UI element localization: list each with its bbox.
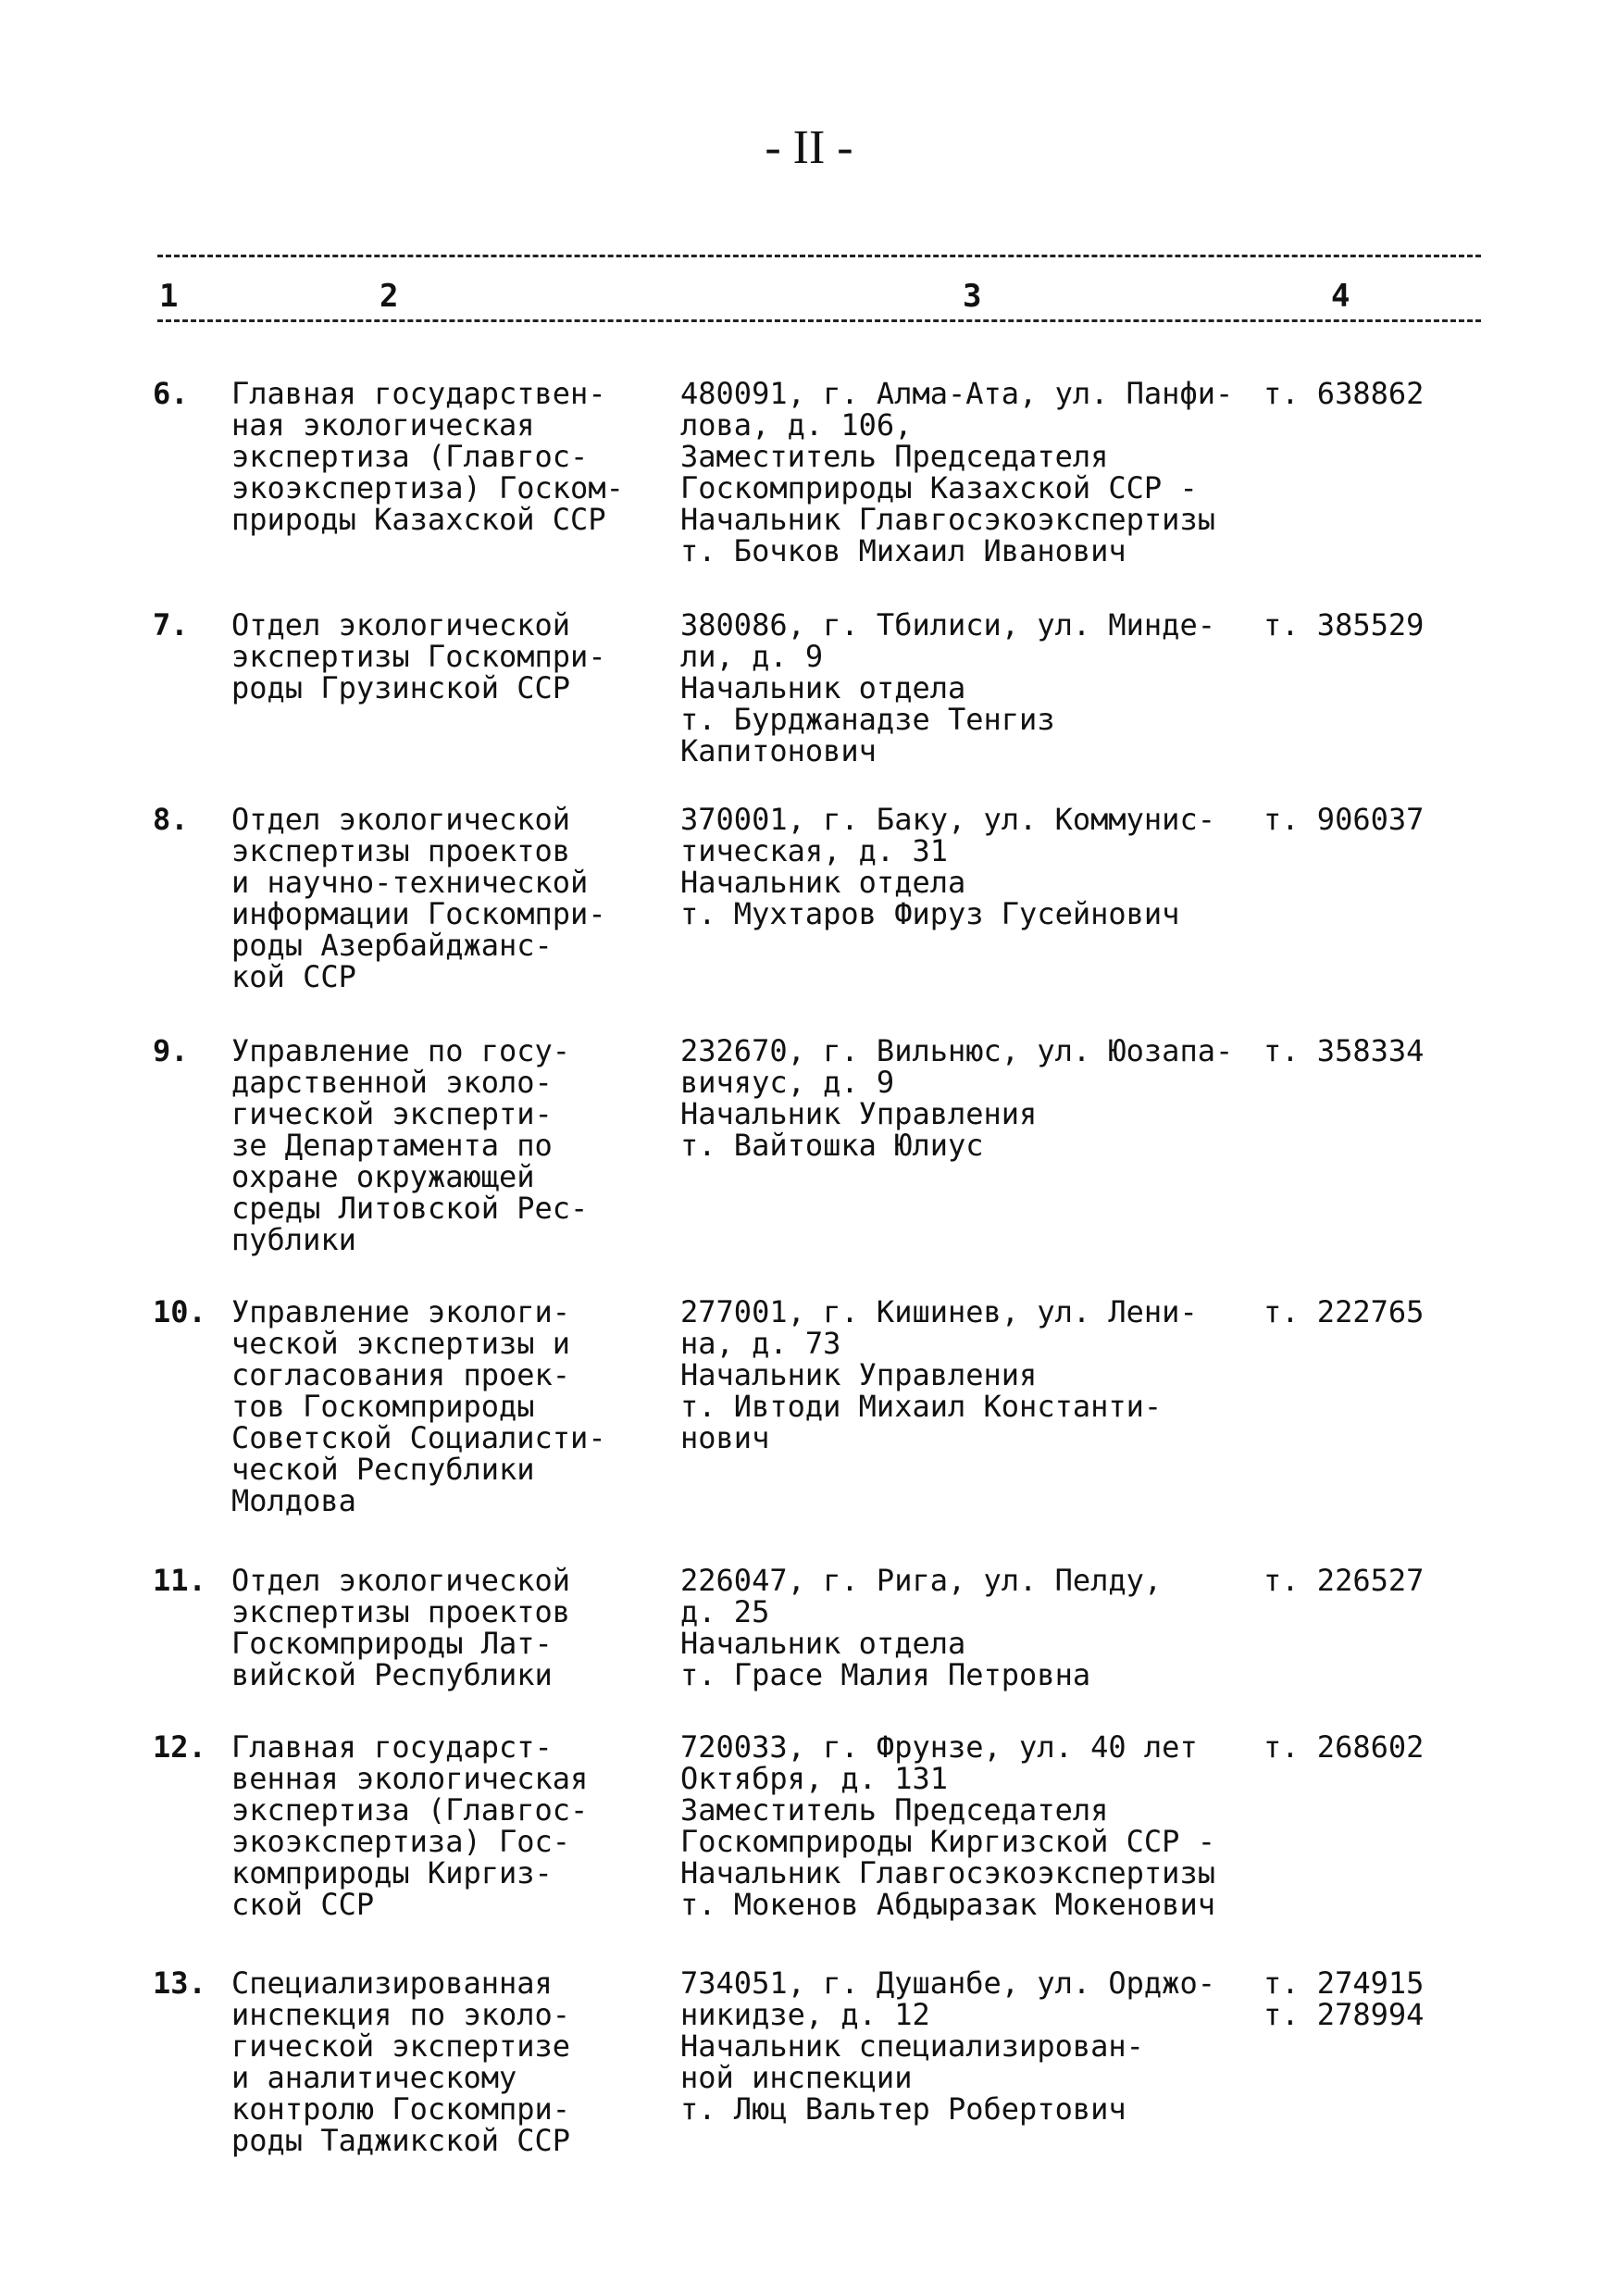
phone-number: т. 222765 — [1263, 1294, 1425, 1329]
phone-number: т. 385529 — [1263, 607, 1425, 643]
organization-name: Отдел экологической экспертизы проектов Госкомприроды Лат- вийской Республики — [231, 1563, 571, 1692]
entry-number: 6. — [153, 376, 189, 411]
header-bottom-rule — [157, 319, 1481, 322]
entry-number: 11. — [153, 1563, 206, 1598]
address-contact: 380086, г. Тбилиси, ул. Минде- ли, д. 9 Начальник отдела т. Бурджанадзе Тенгиз Капитонович — [680, 607, 1215, 768]
phone-number: т. 358334 — [1263, 1033, 1425, 1068]
entry-number: 13. — [153, 1965, 206, 2001]
phone-number: т. 268602 — [1263, 1729, 1425, 1765]
address-contact: 370001, г. Баку, ул. Коммунис- тическая, д. 31 Начальник отдела т. Мухтаров Фируз Гусейнович — [680, 802, 1215, 931]
organization-name: Специализированная инспекция по эколо- гической экспертизе и аналитическому контролю Госкомпри- роды Таджикской ССР — [231, 1965, 571, 2158]
organization-name: Главная государствен- ная экологическая экспертиза (Главгос- экоэкспертиза) Госком- природы Казахской ССР — [231, 376, 624, 537]
column-header-4: 4 — [1331, 278, 1350, 315]
phone-number: т. 274915 т. 278994 — [1263, 1965, 1425, 2032]
column-header-3: 3 — [963, 278, 982, 315]
organization-name: Главная государст- венная экологическая экспертиза (Главгос- экоэкспертиза) Гос- комприроды Киргиз- ской ССР — [231, 1729, 589, 1922]
entry-number: 7. — [153, 607, 189, 643]
address-contact: 232670, г. Вильнюс, ул. Юозапа- вичяус, д. 9 Начальник Управления т. Вайтошка Юлиус — [680, 1033, 1234, 1163]
address-contact: 734051, г. Душанбе, ул. Орджо- никидзе, д. 12 Начальник специализирован- ной инспекции т. Люц Вальтер Робертович — [680, 1965, 1215, 2127]
column-header-2: 2 — [380, 278, 399, 315]
organization-name: Отдел экологической экспертизы проектов и научно-технической информации Госкомпри- роды Азербайджанс- кой ССР — [231, 802, 606, 994]
organization-name: Управление экологи- ческой экспертизы и согласования проек- тов Госкомприроды Советской Социалисти- ческой Республики Молдова — [231, 1294, 606, 1518]
address-contact: 226047, г. Рига, ул. Пелду, д. 25 Начальник отдела т. Грасе Малия Петровна — [680, 1563, 1163, 1692]
entry-number: 9. — [153, 1033, 189, 1068]
entry-number: 8. — [153, 802, 189, 837]
phone-number: т. 226527 — [1263, 1563, 1425, 1598]
phone-number: т. 906037 — [1263, 802, 1425, 837]
phone-number: т. 638862 — [1263, 376, 1425, 411]
organization-name: Отдел экологической экспертизы Госкомпри- роды Грузинской ССР — [231, 607, 606, 705]
entry-number: 12. — [153, 1729, 206, 1765]
address-contact: 720033, г. Фрунзе, ул. 40 лет Октября, д. 131 Заместитель Председателя Госкомприроды Киргизской ССР - Начальник Главгосэкоэкспертизы т. Мокенов Абдыразак Мокенович — [680, 1729, 1215, 1922]
organization-name: Управление по госу- дарственной эколо- гической эксперти- зе Департамента по охране окружающей среды Литовской Рес- публики — [231, 1033, 589, 1257]
page-number: - II - — [765, 121, 853, 174]
header-top-rule — [157, 255, 1481, 257]
entry-number: 10. — [153, 1294, 206, 1329]
column-header-1: 1 — [159, 278, 179, 315]
address-contact: 277001, г. Кишинев, ул. Лени- на, д. 73 Начальник Управления т. Ивтоди Михаил Константи- нович — [680, 1294, 1198, 1455]
address-contact: 480091, г. Алма-Ата, ул. Панфи- лова, д. 106, Заместитель Председателя Госкомприроды Казахской ССР - Начальник Главгосэкоэкспертизы т. Бочков Михаил Иванович — [680, 376, 1234, 568]
